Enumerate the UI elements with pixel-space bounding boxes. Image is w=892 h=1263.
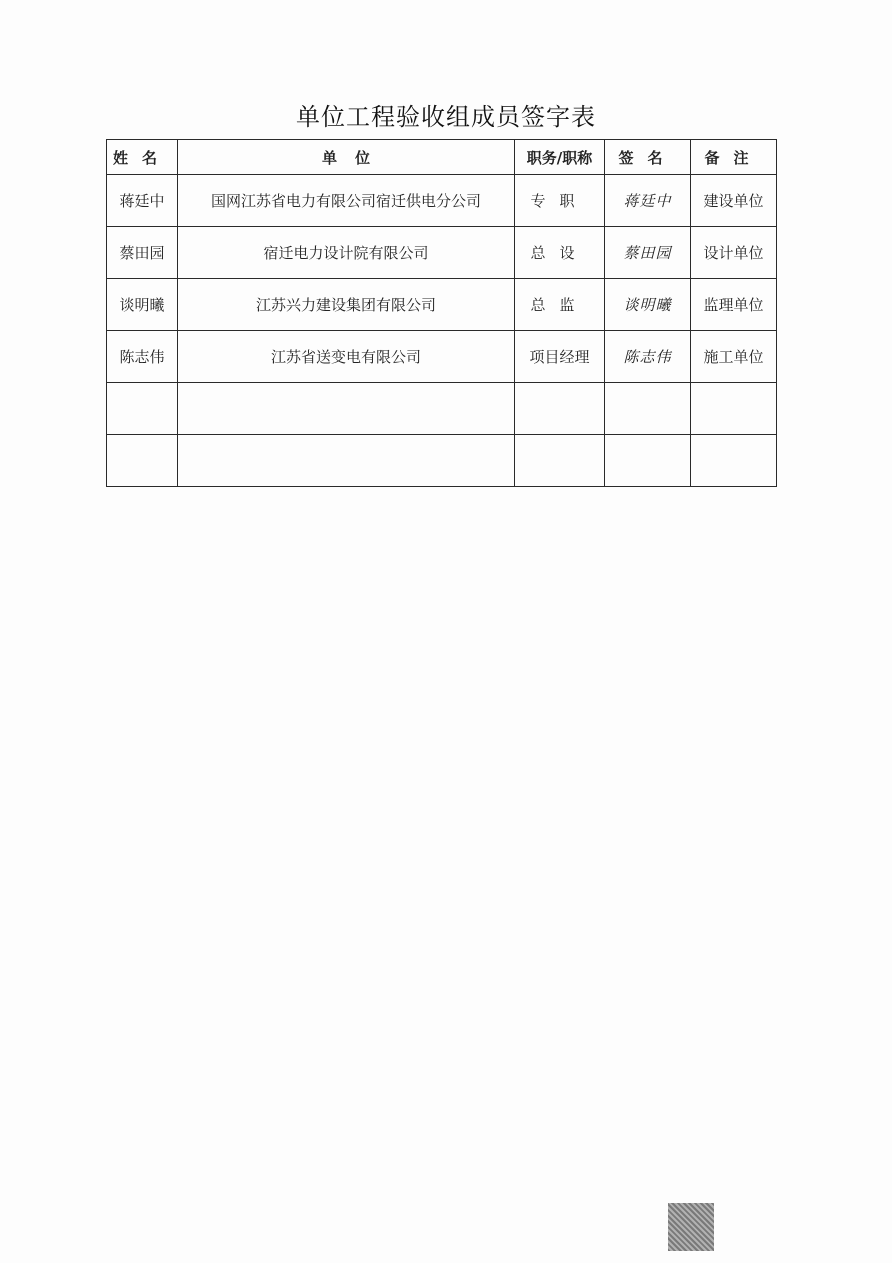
table-row <box>107 279 777 331</box>
cell-position <box>515 435 605 487</box>
cell-remark: 设计单位 <box>691 227 777 279</box>
table-row <box>107 175 777 227</box>
cell-unit <box>178 383 515 435</box>
cell-signature: 谈明曦 <box>605 279 691 331</box>
cell-signature <box>605 383 691 435</box>
header-name: 姓名 <box>107 140 178 175</box>
cell-remark <box>691 383 777 435</box>
cell-name <box>107 383 178 435</box>
table-row <box>107 331 777 383</box>
cell-name: 谈明曦 <box>107 279 178 331</box>
table-row <box>107 435 777 487</box>
cell-unit: 江苏省送变电有限公司 <box>178 331 515 383</box>
cell-remark <box>691 435 777 487</box>
header-position: 职务/职称 <box>515 140 605 175</box>
table-header-row <box>107 140 777 175</box>
cell-unit: 宿迁电力设计院有限公司 <box>178 227 515 279</box>
cell-signature: 蔡田园 <box>605 227 691 279</box>
cell-position: 总监 <box>515 279 605 331</box>
cell-signature: 陈志伟 <box>605 331 691 383</box>
signature-table <box>106 139 777 487</box>
header-signature: 签名 <box>605 140 691 175</box>
cell-position: 专职 <box>515 175 605 227</box>
cell-position: 项目经理 <box>515 331 605 383</box>
cell-name: 蒋廷中 <box>107 175 178 227</box>
header-remark: 备注 <box>691 140 777 175</box>
header-unit: 单位 <box>178 140 515 175</box>
cell-remark: 施工单位 <box>691 331 777 383</box>
cell-unit: 江苏兴力建设集团有限公司 <box>178 279 515 331</box>
cell-unit: 国网江苏省电力有限公司宿迁供电分公司 <box>178 175 515 227</box>
cell-position <box>515 383 605 435</box>
cell-name: 陈志伟 <box>107 331 178 383</box>
cell-remark: 建设单位 <box>691 175 777 227</box>
cell-remark: 监理单位 <box>691 279 777 331</box>
table-row <box>107 227 777 279</box>
cell-position: 总设 <box>515 227 605 279</box>
page-title: 单位工程验收组成员签字表 <box>296 103 596 131</box>
cell-name <box>107 435 178 487</box>
cell-signature: 蒋廷中 <box>605 175 691 227</box>
table-row <box>107 383 777 435</box>
cell-unit <box>178 435 515 487</box>
cell-signature <box>605 435 691 487</box>
qr-stamp-icon <box>668 1203 714 1251</box>
cell-name: 蔡田园 <box>107 227 178 279</box>
